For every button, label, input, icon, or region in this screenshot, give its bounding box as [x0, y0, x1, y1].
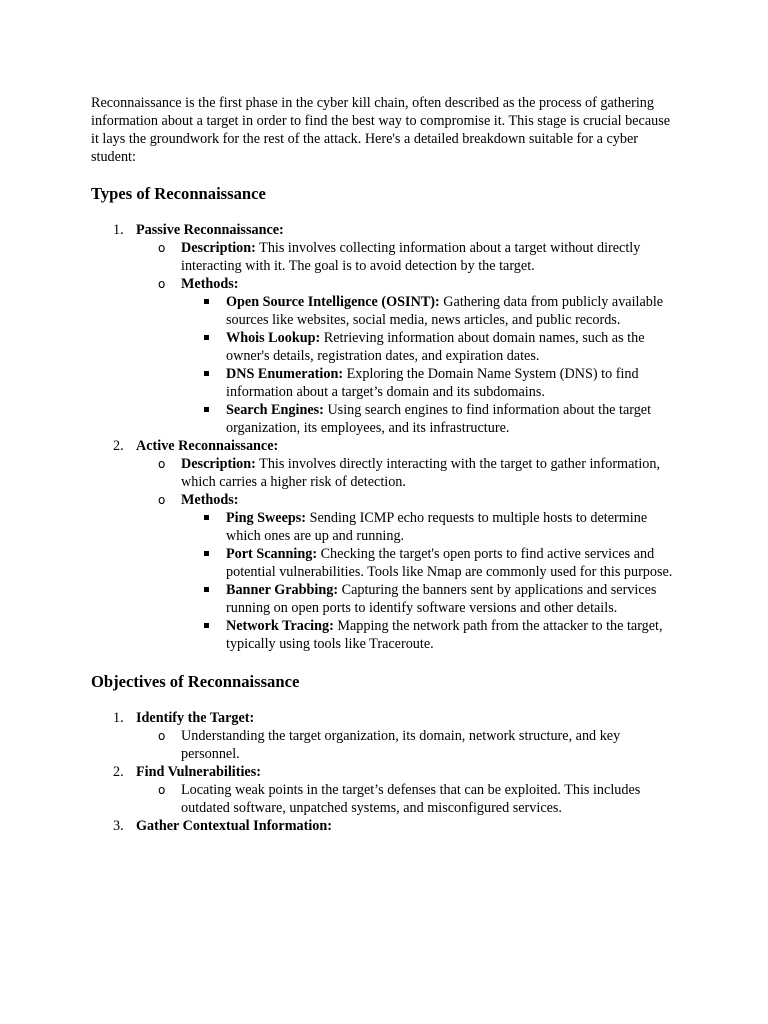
sublist-item: [136, 727, 681, 763]
square-bullet-icon: [204, 335, 209, 340]
method-label: Banner Grabbing:: [226, 582, 339, 598]
circle-bullet-icon: o: [158, 457, 166, 471]
sublist-item-description: [136, 455, 681, 491]
list-item-passive: [91, 221, 681, 437]
method-item: [181, 581, 681, 617]
sublist: [136, 781, 681, 817]
square-bullet-icon: [204, 551, 209, 556]
square-bullet-icon: [204, 299, 209, 304]
objectives-list: [91, 709, 681, 835]
square-bullet-icon: [204, 587, 209, 592]
method-item: [181, 293, 681, 329]
sublist-item-methods: [136, 275, 681, 437]
method-label: Whois Lookup:: [226, 330, 321, 346]
method-text: Capturing the banners sent by applications and services running on open ports to identify software versions and other details.: [226, 582, 657, 616]
method-text: Exploring the Domain Name System (DNS) to find information about a target’s domain and its subdomains.: [226, 366, 639, 400]
method-text: Mapping the network path from the attacker to the target, typically using tools like Traceroute.: [226, 618, 663, 652]
circle-bullet-icon: o: [158, 729, 166, 743]
document-body: [91, 94, 681, 835]
method-item: [181, 545, 681, 581]
method-text: Checking the target's open ports to find active services and potential vulnerabilities. Tools like Nmap are commonly used for this purpose.: [226, 546, 673, 580]
section-heading-objectives: Objectives of Reconnaissance: [91, 672, 300, 691]
square-bullet-icon: [204, 407, 209, 412]
sub-label: Description:: [181, 456, 256, 472]
types-list: [91, 221, 681, 653]
item-title: Gather Contextual Information:: [136, 818, 332, 834]
sub-label: Description:: [181, 240, 256, 256]
item-title: Active Reconnaissance:: [136, 438, 279, 454]
sub-text: This involves directly interacting with the target to gather information, which carries a higher risk of detection.: [181, 456, 660, 490]
circle-bullet-icon: o: [158, 241, 166, 255]
circle-bullet-icon: o: [158, 277, 166, 291]
sub-label: Methods:: [181, 492, 239, 508]
method-label: Open Source Intelligence (OSINT):: [226, 294, 440, 310]
list-number: 1.: [113, 222, 124, 238]
sub-text: This involves collecting information about a target without directly interacting with it. The goal is to avoid detection by the target.: [181, 240, 641, 274]
square-bullet-icon: [204, 371, 209, 376]
item-title: Passive Reconnaissance:: [136, 222, 284, 238]
method-text: Using search engines to find information about the target organization, its employees, and its infrastructure.: [226, 402, 652, 436]
method-item: [181, 401, 681, 437]
list-number: 3.: [113, 818, 124, 834]
sub-text: Locating weak points in the target’s defenses that can be exploited. This includes outdated software, unpatched systems, and misconfigured services.: [181, 782, 641, 816]
circle-bullet-icon: o: [158, 783, 166, 797]
method-label: Port Scanning:: [226, 546, 318, 562]
sublist: [136, 727, 681, 763]
method-label: Ping Sweeps:: [226, 510, 307, 526]
circle-bullet-icon: o: [158, 493, 166, 507]
list-number: 2.: [113, 764, 124, 780]
methods-list: [181, 509, 681, 653]
square-bullet-icon: [204, 515, 209, 520]
methods-list: [181, 293, 681, 437]
sublist-item-description: [136, 239, 681, 275]
method-text: Sending ICMP echo requests to multiple hosts to determine which ones are up and running.: [226, 510, 648, 544]
sub-text: Understanding the target organization, its domain, network structure, and key personnel.: [181, 728, 621, 762]
item-title: Identify the Target:: [136, 710, 255, 726]
intro-paragraph: Reconnaissance is the first phase in the cyber kill chain, often described as the process of gathering information about a target in order to find the best way to compromise it. This stage is crucial because it lays the groundwork for the rest of the attack. Here's a detailed breakdown suitable for a cyber student:: [91, 95, 671, 165]
list-item-find-vulnerabilities: [91, 763, 681, 817]
list-item-gather-context: [91, 817, 681, 835]
method-item: [181, 617, 681, 653]
sublist: [136, 455, 681, 653]
section-heading-types: Types of Reconnaissance: [91, 184, 266, 203]
method-label: Search Engines:: [226, 402, 324, 418]
method-item: [181, 509, 681, 545]
sub-label: Methods:: [181, 276, 239, 292]
method-text: Retrieving information about domain names, such as the owner's details, registration dates, and expiration dates.: [226, 330, 645, 364]
list-item-identify-target: [91, 709, 681, 763]
list-number: 2.: [113, 438, 124, 454]
sublist-item: [136, 781, 681, 817]
method-item: [181, 365, 681, 401]
list-number: 1.: [113, 710, 124, 726]
method-label: DNS Enumeration:: [226, 366, 344, 382]
method-text: Gathering data from publicly available sources like websites, social media, news articles, and public records.: [226, 294, 664, 328]
sublist-item-methods: [136, 491, 681, 653]
sublist: [136, 239, 681, 437]
method-item: [181, 329, 681, 365]
method-label: Network Tracing:: [226, 618, 334, 634]
item-title: Find Vulnerabilities:: [136, 764, 261, 780]
square-bullet-icon: [204, 623, 209, 628]
list-item-active: [91, 437, 681, 653]
